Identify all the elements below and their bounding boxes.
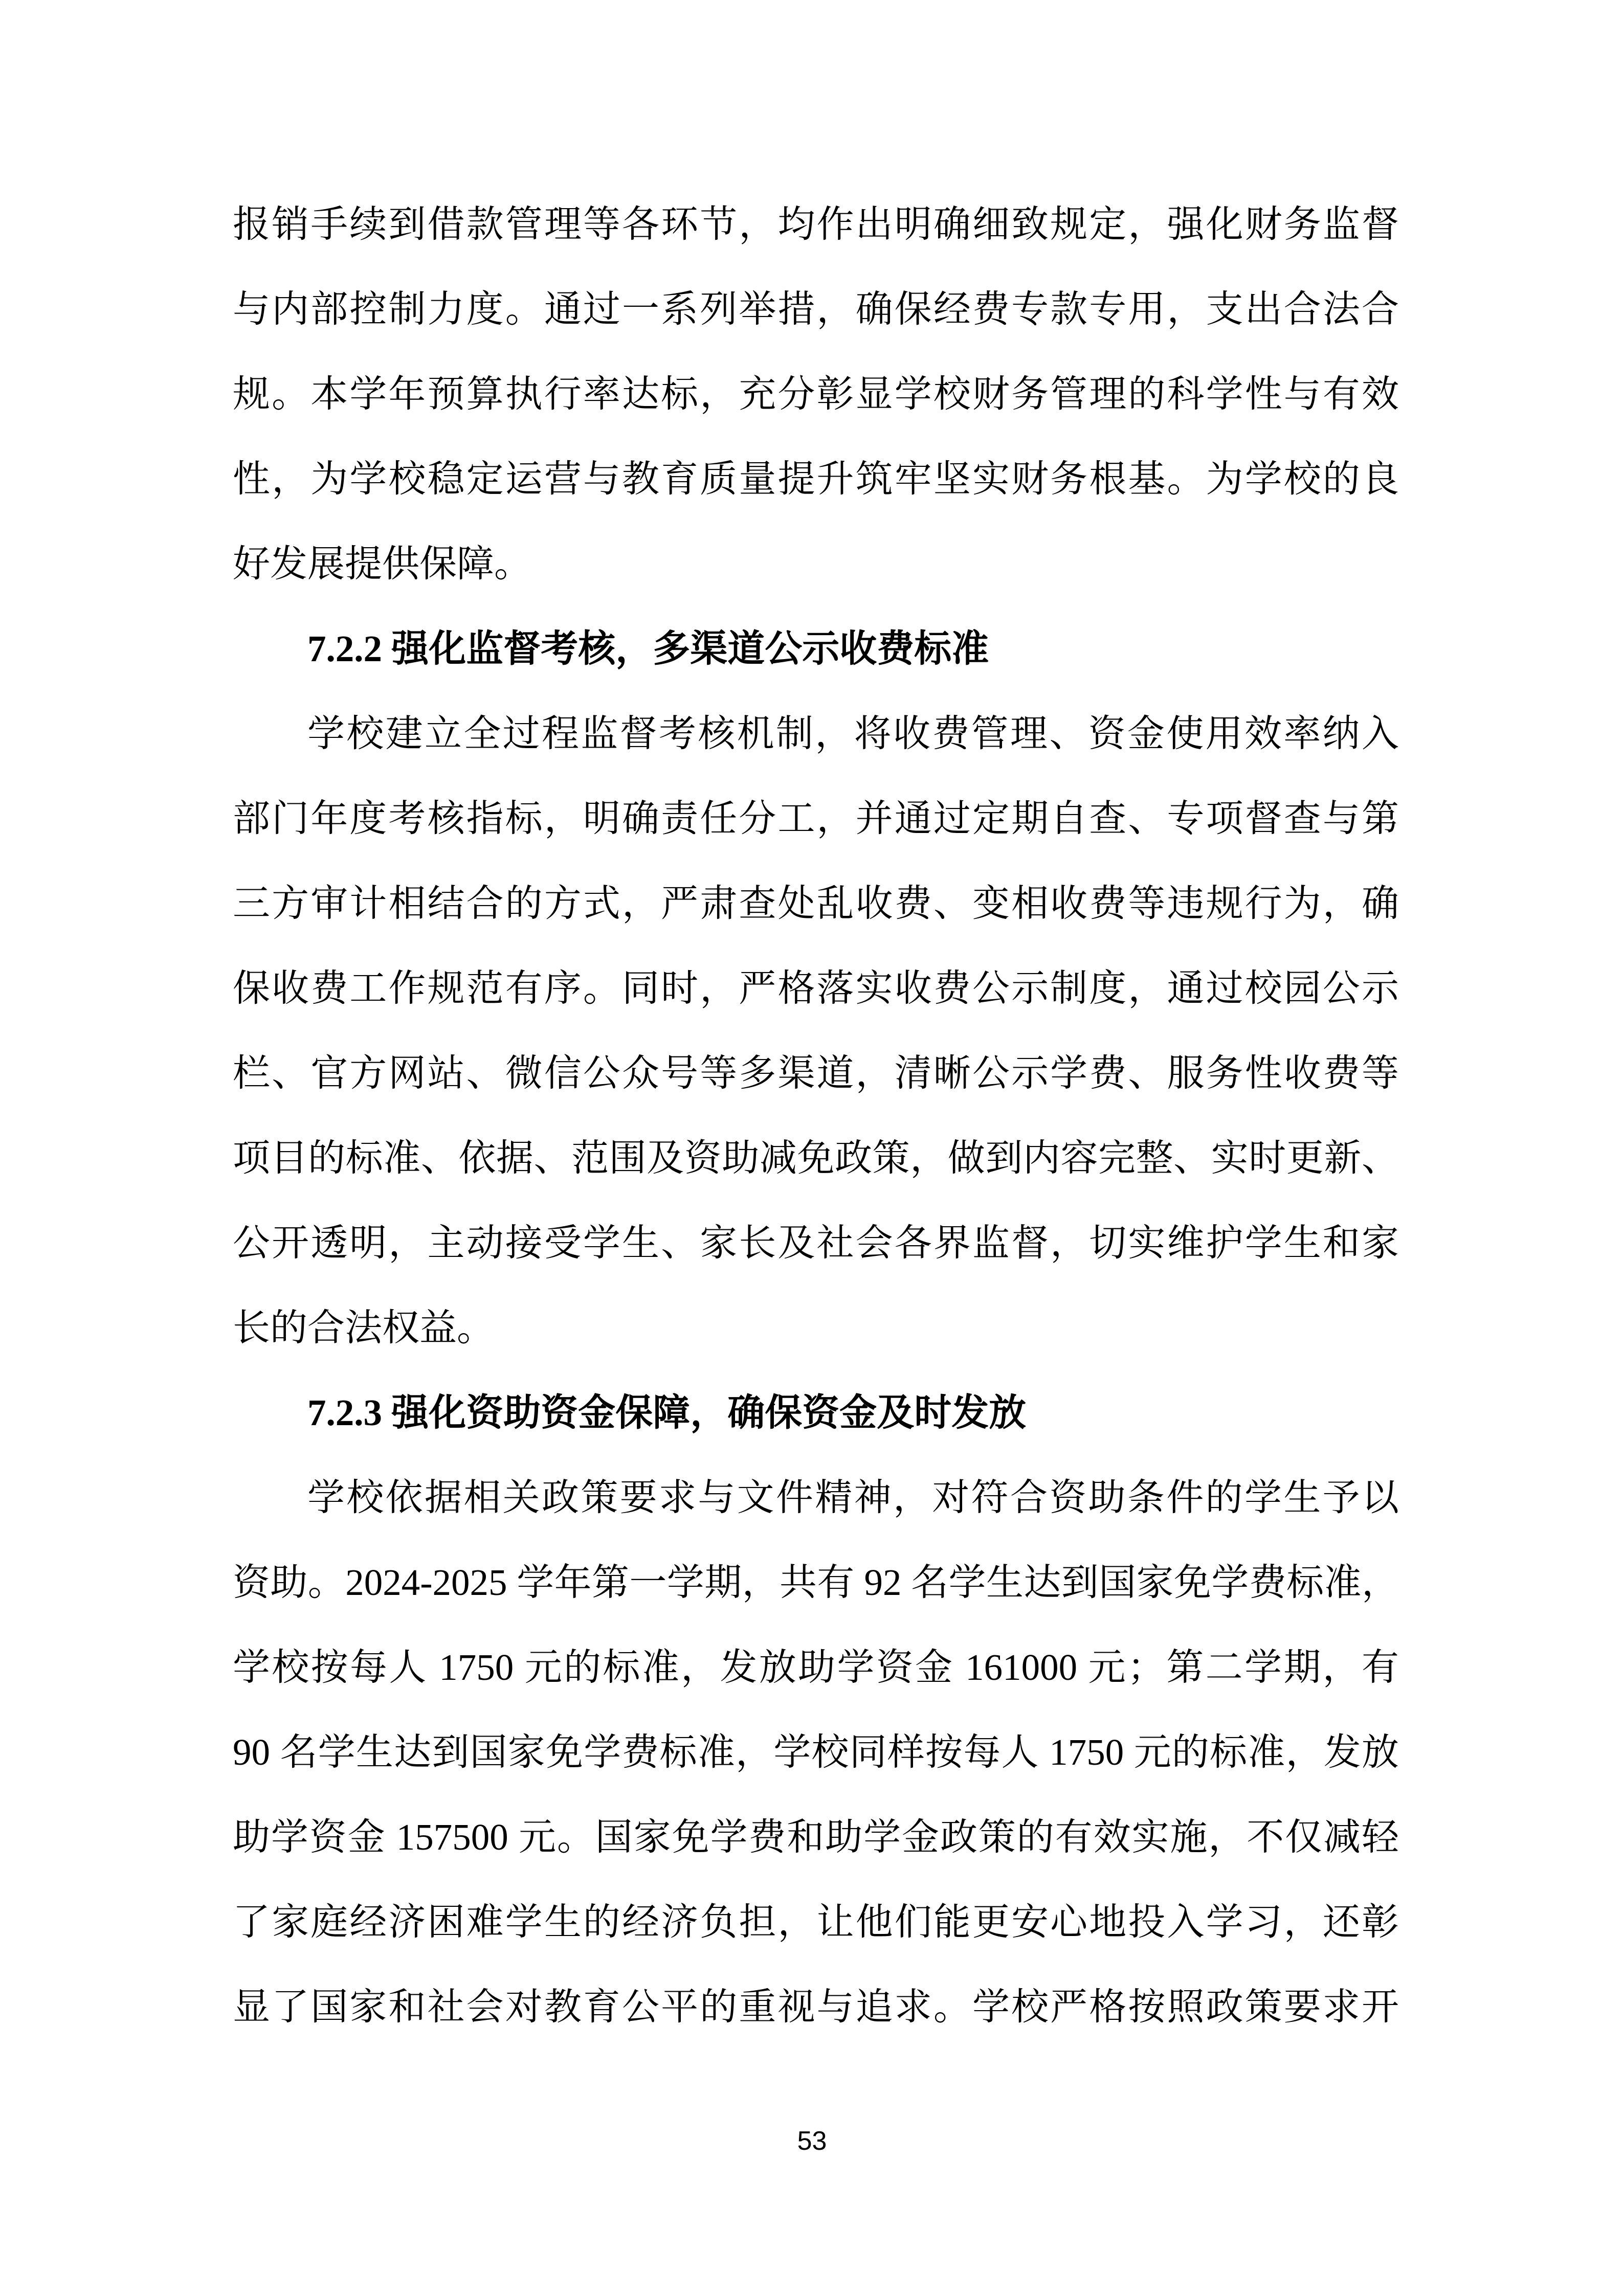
body-line: 性，为学校稳定运营与教育质量提升筑牢坚实财务根基。为学校的良: [233, 458, 1399, 500]
body-line: 好发展提供保障。: [233, 543, 531, 584]
body-line: 学校按每人 1750 元的标准，发放助学资金 161000 元；第二学期，有: [233, 1647, 1399, 1688]
section-heading-722: 7.2.2 强化监督考核，多渠道公示收费标准: [307, 628, 989, 669]
body-line: 部门年度考核指标，明确责任分工，并通过定期自查、专项督查与第: [233, 798, 1399, 839]
body-line: 三方审计相结合的方式，严肃查处乱收费、变相收费等违规行为，确: [233, 883, 1399, 924]
body-line: 公开透明，主动接受学生、家长及社会各界监督，切实维护学生和家: [233, 1222, 1399, 1264]
body-line: 资助。2024-2025 学年第一学期，共有 92 名学生达到国家免学费标准，: [233, 1562, 1399, 1603]
body-line: 保收费工作规范有序。同时，严格落实收费公示制度，通过校园公示: [233, 967, 1399, 1009]
body-line: 栏、官方网站、微信公众号等多渠道，清晰公示学费、服务性收费等: [233, 1052, 1399, 1094]
body-line: 报销手续到借款管理等各环节，均作出明确细致规定，强化财务监督: [233, 204, 1399, 245]
body-line: 与内部控制力度。通过一系列举措，确保经费专款专用，支出合法合: [233, 288, 1399, 330]
body-line: 显了国家和社会对教育公平的重视与追求。学校严格按照政策要求开: [233, 1986, 1399, 2028]
body-line: 助学资金 157500 元。国家免学费和助学金政策的有效实施，不仅减轻: [233, 1816, 1399, 1858]
body-line: 学校依据相关政策要求与文件精神，对符合资助条件的学生予以: [307, 1477, 1399, 1518]
body-line: 规。本学年预算执行率达标，充分彰显学校财务管理的科学性与有效: [233, 373, 1399, 415]
body-line: 了家庭经济困难学生的经济负担，让他们能更安心地投入学习，还彰: [233, 1901, 1399, 1943]
page-number: 53: [797, 2126, 827, 2156]
document-text-block: [233, 182, 1399, 2050]
section-heading-723: 7.2.3 强化资助资金保障，确保资金及时发放: [307, 1392, 1027, 1433]
body-line: 项目的标准、依据、范围及资助减免政策，做到内容完整、实时更新、: [233, 1137, 1399, 1179]
body-line: 长的合法权益。: [233, 1307, 494, 1348]
body-line: 学校建立全过程监督考核机制，将收费管理、资金使用效率纳入: [307, 713, 1399, 754]
body-line: 90 名学生达到国家免学费标准，学校同样按每人 1750 元的标准，发放: [233, 1731, 1399, 1773]
